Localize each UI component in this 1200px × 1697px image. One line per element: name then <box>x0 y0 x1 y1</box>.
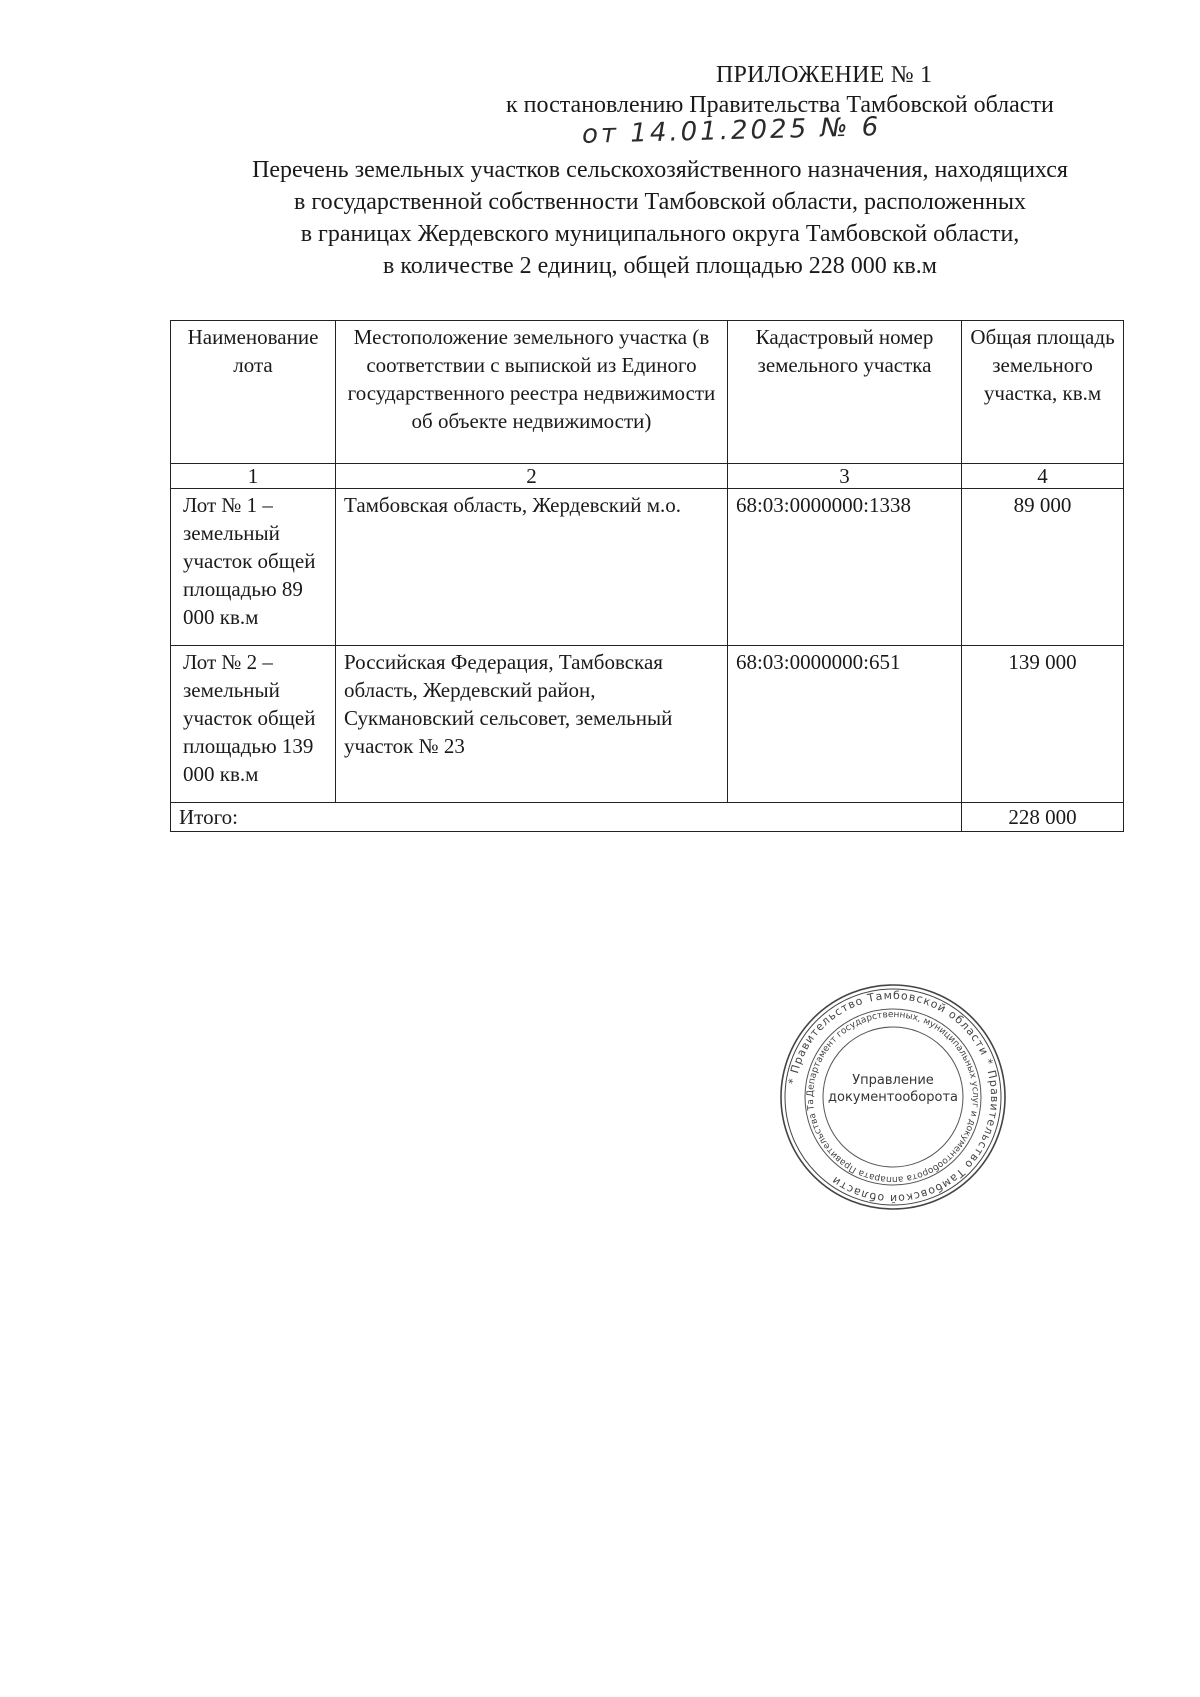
document-heading <box>160 154 1160 282</box>
heading-line: Перечень земельных участков сельскохозяйственного назначения, находящихся <box>252 157 1068 183</box>
table-row <box>171 489 1124 646</box>
column-header-lot: Наименование лота <box>171 321 336 464</box>
column-number: 1 <box>171 464 336 489</box>
appendix-title: ПРИЛОЖЕНИЕ № 1 <box>716 62 933 88</box>
column-number: 3 <box>727 464 961 489</box>
column-header-cadastral: Кадастровый номер земельного участка <box>727 321 961 464</box>
location-cell: Российская Федерация, Тамбовская область, Жердевский район, Сукмановский сельсовет, земельный участок № 23 <box>336 646 728 803</box>
table-header-row <box>171 321 1124 464</box>
heading-line: в количестве 2 единиц, общей площадью 228 000 кв.м <box>383 253 937 279</box>
stamp-center-line: Управление <box>852 1073 934 1088</box>
handwritten-date-number: от 14.01.2025 № 6 <box>581 112 882 150</box>
column-number-row <box>171 464 1124 489</box>
stamp-center-line: документооборота <box>828 1090 958 1105</box>
svg-text:* Правительство Тамбовской обл: * Правительство Тамбовской области * Правительство Тамбовской области <box>785 988 1002 1206</box>
lot-name-cell: Лот № 1 – земельный участок общей площадью 89 000 кв.м <box>171 489 336 646</box>
total-value: 228 000 <box>962 803 1124 832</box>
appendix-subtitle: к постановлению Правительства Тамбовской области <box>506 92 1054 118</box>
table-row <box>171 646 1124 803</box>
lot-name-cell: Лот № 2 – земельный участок общей площадью 139 000 кв.м <box>171 646 336 803</box>
heading-line: в границах Жердевского муниципального округа Тамбовской области, <box>300 221 1020 247</box>
total-label: Итого: <box>171 803 962 832</box>
total-row <box>171 803 1124 832</box>
area-cell: 139 000 <box>962 646 1124 803</box>
cadastral-number-cell: 68:03:0000000:651 <box>727 646 961 803</box>
svg-text:Департамент государственных, м: Департамент государственных, муниципальных услуг и документооборота аппарата Правительства Та <box>805 1009 981 1185</box>
location-cell: Тамбовская область, Жердевский м.о. <box>336 489 728 646</box>
official-stamp <box>778 982 1008 1212</box>
column-header-area: Общая площадь земельного участка, кв.м <box>962 321 1124 464</box>
land-plots-table <box>170 320 1124 832</box>
area-cell: 89 000 <box>962 489 1124 646</box>
cadastral-number-cell: 68:03:0000000:1338 <box>727 489 961 646</box>
stamp-center-text <box>778 1072 1008 1106</box>
column-header-location: Местоположение земельного участка (в соответствии с выпиской из Единого государственного реестра недвижимости об объекте недвижимости) <box>336 321 728 464</box>
column-number: 2 <box>336 464 728 489</box>
heading-line: в государственной собственности Тамбовской области, расположенных <box>294 189 1026 215</box>
column-number: 4 <box>962 464 1124 489</box>
